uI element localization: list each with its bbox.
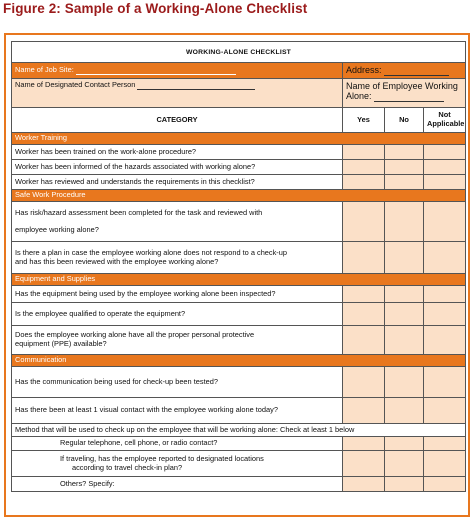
answer-no-cell[interactable] <box>385 202 424 242</box>
question-text: Does the employee working alone have all the proper personal protective equipment (PPE) available? <box>12 326 343 355</box>
answer-no-cell[interactable] <box>385 303 424 326</box>
method-option-row <box>12 477 466 492</box>
contact-person-field[interactable]: Name of Designated Contact Person <box>12 79 343 108</box>
section-row <box>12 190 466 202</box>
question-row <box>12 398 466 424</box>
answer-yes-cell[interactable] <box>343 286 385 303</box>
answer-yes-cell[interactable] <box>343 160 385 175</box>
checklist-title: WORKING-ALONE CHECKLIST <box>12 42 466 63</box>
answer-na-cell[interactable] <box>424 175 466 190</box>
answer-na-cell[interactable] <box>424 326 466 355</box>
section-safe-work-procedure: Safe Work Procedure <box>12 190 466 202</box>
question-row <box>12 202 466 242</box>
answer-no-cell[interactable] <box>385 160 424 175</box>
question-row <box>12 160 466 175</box>
question-row <box>12 242 466 274</box>
answer-na-cell[interactable] <box>424 451 466 477</box>
answer-yes-cell[interactable] <box>343 398 385 424</box>
method-option-row <box>12 451 466 477</box>
answer-na-cell[interactable] <box>424 202 466 242</box>
answer-yes-cell[interactable] <box>343 367 385 398</box>
figure-title: Figure 2: Sample of a Working-Alone Checklist <box>3 1 308 16</box>
employee-name-line <box>374 101 444 102</box>
answer-no-cell[interactable] <box>385 398 424 424</box>
question-row <box>12 175 466 190</box>
answer-na-cell[interactable] <box>424 398 466 424</box>
address-field[interactable]: Address: <box>343 63 466 79</box>
section-worker-training: Worker Training <box>12 133 466 145</box>
column-header-category: CATEGORY <box>12 108 343 133</box>
answer-yes-cell[interactable] <box>343 451 385 477</box>
answer-no-cell[interactable] <box>385 175 424 190</box>
column-header-yes: Yes <box>343 108 385 133</box>
answer-no-cell[interactable] <box>385 326 424 355</box>
job-site-line <box>76 74 236 75</box>
method-option-text: If traveling, has the employee reported to designated locations according to travel check-in plan? <box>12 451 343 477</box>
answer-yes-cell[interactable] <box>343 202 385 242</box>
answer-yes-cell[interactable] <box>343 437 385 451</box>
question-row <box>12 286 466 303</box>
question-row <box>12 145 466 160</box>
question-text: Has there been at least 1 visual contact with the employee working alone today? <box>12 398 343 424</box>
answer-na-cell[interactable] <box>424 242 466 274</box>
answer-na-cell[interactable] <box>424 367 466 398</box>
job-site-row <box>12 63 466 79</box>
method-option-text: Others? Specify: <box>12 477 343 492</box>
answer-yes-cell[interactable] <box>343 303 385 326</box>
question-text: Has risk/hazard assessment been completed for the task and reviewed with employee working alone? <box>12 202 343 242</box>
checklist-table <box>11 41 466 492</box>
question-row <box>12 303 466 326</box>
answer-no-cell[interactable] <box>385 477 424 492</box>
answer-no-cell[interactable] <box>385 145 424 160</box>
address-line <box>384 75 449 76</box>
column-header-no: No <box>385 108 424 133</box>
job-site-field[interactable]: Name of Job Site: <box>12 63 343 79</box>
section-communication: Communication <box>12 355 466 367</box>
question-text: Is there a plan in case the employee working alone does not respond to a check-up and has this been reviewed with the employee working alone? <box>12 242 343 274</box>
answer-yes-cell[interactable] <box>343 175 385 190</box>
method-row <box>12 424 466 437</box>
section-row <box>12 133 466 145</box>
column-header-row <box>12 108 466 133</box>
question-row <box>12 326 466 355</box>
contact-row <box>12 79 466 108</box>
answer-no-cell[interactable] <box>385 286 424 303</box>
method-instruction: Method that will be used to check up on the employee that will be working alone: Check at least 1 below <box>12 424 466 437</box>
answer-na-cell[interactable] <box>424 437 466 451</box>
answer-yes-cell[interactable] <box>343 477 385 492</box>
checklist-form <box>4 33 470 517</box>
section-row <box>12 274 466 286</box>
answer-no-cell[interactable] <box>385 437 424 451</box>
question-text: Has the equipment being used by the employee working alone been inspected? <box>12 286 343 303</box>
employee-name-field[interactable]: Name of Employee Working Alone: <box>343 79 466 108</box>
answer-no-cell[interactable] <box>385 451 424 477</box>
section-row <box>12 355 466 367</box>
contact-person-line <box>137 89 255 90</box>
answer-no-cell[interactable] <box>385 242 424 274</box>
answer-yes-cell[interactable] <box>343 326 385 355</box>
question-text: Worker has been informed of the hazards associated with working alone? <box>12 160 343 175</box>
section-equipment-and-supplies: Equipment and Supplies <box>12 274 466 286</box>
answer-na-cell[interactable] <box>424 160 466 175</box>
column-header-not-applicable: Not Applicable <box>424 108 466 133</box>
answer-na-cell[interactable] <box>424 286 466 303</box>
method-option-text: Regular telephone, cell phone, or radio contact? <box>12 437 343 451</box>
answer-na-cell[interactable] <box>424 303 466 326</box>
answer-yes-cell[interactable] <box>343 242 385 274</box>
answer-no-cell[interactable] <box>385 367 424 398</box>
method-option-row <box>12 437 466 451</box>
question-text: Has the communication being used for check-up been tested? <box>12 367 343 398</box>
answer-yes-cell[interactable] <box>343 145 385 160</box>
answer-na-cell[interactable] <box>424 145 466 160</box>
question-row <box>12 367 466 398</box>
question-text: Worker has been trained on the work-alone procedure? <box>12 145 343 160</box>
question-text: Worker has reviewed and understands the requirements in this checklist? <box>12 175 343 190</box>
answer-na-cell[interactable] <box>424 477 466 492</box>
question-text: Is the employee qualified to operate the equipment? <box>12 303 343 326</box>
checklist-title-row <box>12 42 466 63</box>
